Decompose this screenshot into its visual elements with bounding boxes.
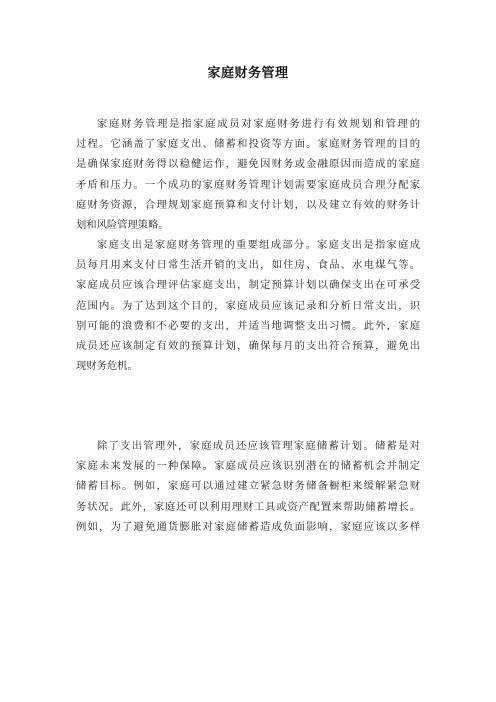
paragraph-line: 除了支出管理外，家庭成员还应该管理家庭储蓄计划。储蓄是对 [97, 440, 420, 452]
paragraph-line: 家庭成员应该合理评估家庭支出，制定预算计划以确保支出在可承受 [76, 279, 420, 292]
paragraph-line: 划和风险管理策略。 [76, 218, 169, 231]
paragraph-line: 是确保家庭财务得以稳健运作，避免因财务或金融原因而造成的家庭 [76, 158, 420, 171]
paragraph-line: 储蓄目标。例如，家庭可以通过建立紧急财务储备橱柜来缓解紧急财 [76, 480, 420, 493]
paragraph-line: 家庭财务管理是指家庭成员对家庭财务进行有效规划和管理的 [97, 118, 420, 130]
paragraph-line: 家庭支出是家庭财务管理的重要组成部分。家庭支出是指家庭成 [97, 239, 420, 251]
paragraph-line: 别可能的浪费和不必要的支出，并适当地调整支出习惯。此外，家庭 [76, 319, 420, 332]
paragraph-line: 员每月用来支付日常生活开销的支出，如住房、食品、水电煤气等。 [76, 259, 420, 272]
paragraph-line: 家庭未来发展的一种保障。家庭成员应该识别潜在的储蓄机会并制定 [76, 460, 420, 473]
paragraph-line: 矛盾和压力。一个成功的家庭财务管理计划需要家庭成员合理分配家 [76, 178, 420, 191]
paragraph-line: 现财务危机。 [76, 360, 138, 373]
paragraph-1 [76, 114, 420, 235]
paragraph-3 [76, 436, 420, 537]
paragraph-line: 范围内。为了达到这个目的，家庭成员应该记录和分析日常支出，识 [76, 299, 420, 312]
paragraph-line: 过程。它涵盖了家庭支出、储蓄和投资等方面。家庭财务管理的目的 [76, 138, 420, 151]
document-title: 家庭财务管理 [207, 66, 289, 81]
paragraph-line: 庭财务资源，合理规划家庭预算和支付计划，以及建立有效的财务计 [76, 198, 420, 211]
paragraph-line: 务状况。此外，家庭还可以利用理财工具或资产配置来帮助储蓄增长。 [76, 500, 420, 513]
paragraph-2 [76, 235, 420, 376]
paragraph-line: 成员还应该制定有效的预算计划，确保每月的支出符合预算，避免出 [76, 339, 420, 352]
paragraph-line: 例如，为了避免通货膨胀对家庭储蓄造成负面影响，家庭应该以多样 [76, 520, 420, 533]
